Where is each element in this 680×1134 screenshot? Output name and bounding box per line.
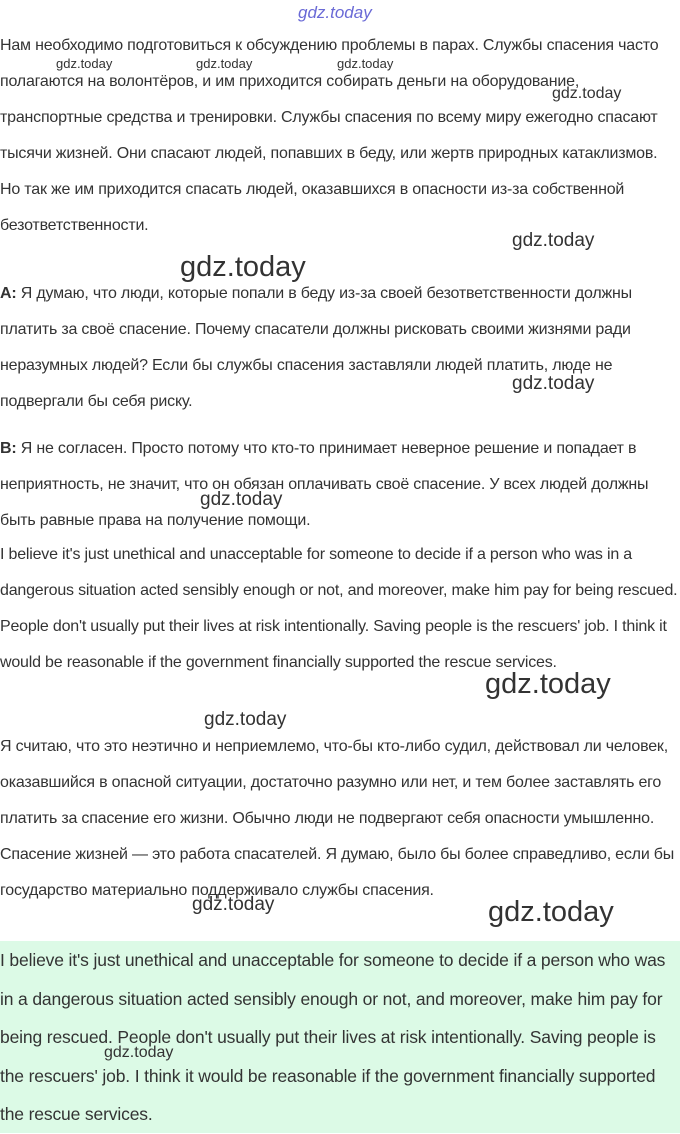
watermark-logo: gdz.today xyxy=(552,85,622,102)
english-answer-text: I believe it's just unethical and unacceptable for someone to decide if a person who was in a dangerous situation acted sensibly enough or not, and moreover, make him pay for being rescued. People don't usually put their lives at risk intentionally. Saving people is the rescuers' job. I think it would be reasonable if the government financially supported the rescue services. xyxy=(0,546,678,671)
watermark-logo: gdz.today xyxy=(56,56,113,71)
watermark-logo: gdz.today xyxy=(104,1044,174,1061)
speaker-b-paragraph xyxy=(0,431,680,539)
watermark-logo: gdz.today xyxy=(200,489,283,510)
watermark-logo: gdz.today xyxy=(180,251,306,283)
intro-text: Нам необходимо подготовиться к обсуждению проблемы в парах. Службы спасения часто полагаются на волонтёров, и им приходится собирать деньги на оборудование, транспортные средства и тренировки. Службы спасения по всему миру ежегодно спасают тысячи жизней. Они спасают людей, попавших в беду, или жертв природных катаклизмов. Но так же им приходится спасать людей, оказавшихся в опасности из-за собственной безответственности. xyxy=(0,37,659,234)
english-answer-paragraph xyxy=(0,537,680,681)
watermark-logo: gdz.today xyxy=(204,709,287,730)
watermark-logo: gdz.today xyxy=(512,373,595,394)
watermark-logo: gdz.today xyxy=(488,896,614,928)
highlighted-answer-text: I believe it's just unethical and unacceptable for someone to decide if a person who was in a dangerous situation acted sensibly enough or not, and moreover, make him pay for being rescued. People don't usually put their lives at risk intentionally. Saving people is the rescuers' job. I think it would be reasonable if the government financially supported the rescue services. xyxy=(0,950,666,1125)
speaker-b-text: Я не согласен. Просто потому что кто-то принимает неверное решение и попадает в неприятность, не значит, что он обязан оплачивать своё спасение. У всех людей должны быть равные права на получение помощи. xyxy=(0,440,649,529)
russian-translation-text: Я считаю, что это неэтично и неприемлемо, что-бы кто-либо судил, действовал ли человек, оказавшийся в опасной ситуации, достаточно разумно или нет, и тем более заставлять его платить за спасение его жизни. Обычно люди не подвергают себя опасности умышленно. Спасение жизней — это работа спасателей. Я думаю, было бы более справедливо, если бы государство материально поддерживало службы спасения. xyxy=(0,738,675,899)
watermark-logo: gdz.today xyxy=(196,56,253,71)
speaker-b-label: B: xyxy=(0,440,17,457)
speaker-a-text: Я думаю, что люди, которые попали в беду из-за своей безответственности должны платить за своё спасение. Почему спасатели должны рисковать своими жизнями ради неразумных людей? Если бы службы спасения заставляли людей платить, люде не подвергали бы себя риску. xyxy=(0,285,632,410)
watermark-logo: gdz.today xyxy=(512,230,595,251)
watermark-logo: gdz.today xyxy=(192,894,275,915)
speaker-a-label: A: xyxy=(0,285,17,302)
watermark-logo: gdz.today xyxy=(337,56,394,71)
speaker-a-paragraph xyxy=(0,276,680,420)
highlighted-answer-paragraph xyxy=(0,941,680,1134)
russian-translation-paragraph xyxy=(0,729,680,909)
watermark-logo: gdz.today xyxy=(485,668,611,700)
watermark-logo: gdz.today xyxy=(298,3,372,22)
